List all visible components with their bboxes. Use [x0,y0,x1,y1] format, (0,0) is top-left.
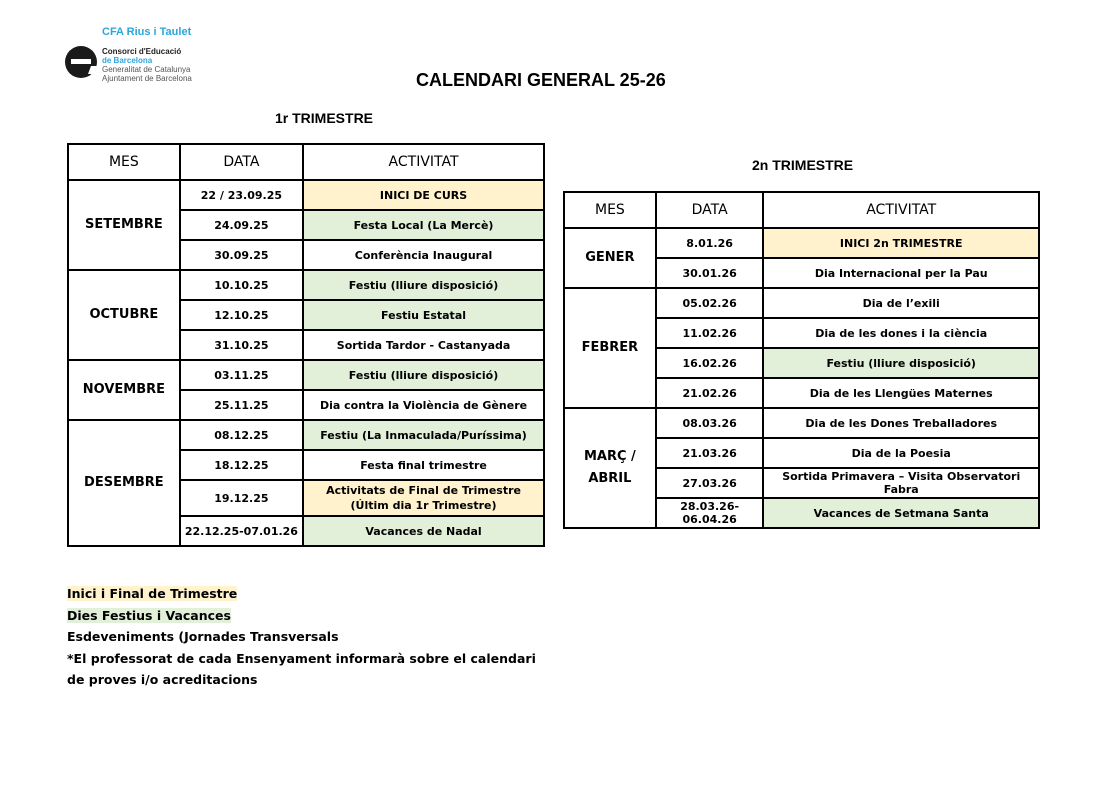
activity-text: Sortida Tardor - Castanyada [336,338,511,352]
month-cell [68,180,180,270]
month-name: SETEMBRE [85,217,163,232]
date-cell: 8.01.26 [656,228,764,258]
legend-events: Esdeveniments (Jornades Transversals [67,629,339,644]
activity-cell [763,348,1039,378]
activity-cell [763,438,1039,468]
activity-text: Conferència Inaugural [354,248,493,262]
date-cell: 21.03.26 [656,438,764,468]
logo-text [102,47,192,83]
month-name: GENER [585,250,635,265]
date-cell: 22.12.25-07.01.26 [180,516,303,546]
activity-cell [303,390,544,420]
logo-line: Ajuntament de Barcelona [102,74,192,83]
activity-text: Dia de les Dones Treballadores [805,416,998,430]
activity-text: Dia de les dones i la ciència [815,326,988,340]
activity-text: Dia de les Llengües Maternes [809,386,993,400]
header-row [564,192,1039,228]
activity-cell [303,450,544,480]
activity-cell [303,210,544,240]
header-row [68,144,544,180]
page-title: CALENDARI GENERAL 25-26 [416,70,666,90]
month-name: DESEMBRE [84,475,164,490]
column-header: MES [68,144,180,180]
month-name: MARÇ / [583,449,636,464]
date-cell: 19.12.25 [180,480,303,516]
table-row [68,180,544,210]
month-cell [68,420,180,546]
logo-line: de Barcelona [102,56,153,65]
trimester-2-title: 2n TRIMESTRE [752,157,854,173]
legend-start-end: Inici i Final de Trimestre [67,586,238,601]
activity-cell [303,360,544,390]
activity-text: Festiu (La Inmaculada/Puríssima) [320,428,527,442]
legend-holidays: Dies Festius i Vacances [67,607,231,623]
activity-text: Dia de l’exili [862,296,940,310]
activity-text: INICI 2n TRIMESTRE [839,236,963,250]
month-cell [564,228,656,288]
month-name: FEBRER [581,340,639,355]
activity-cell [763,258,1039,288]
table-row [68,360,544,390]
activity-cell [303,420,544,450]
legend-note: de proves i/o acreditacions [67,672,258,687]
table-row [564,228,1039,258]
activity-text: Festa Local (La Mercè) [353,218,494,232]
trimester-1-title: 1r TRIMESTRE [275,110,374,126]
date-cell: 30.01.26 [656,258,764,288]
activity-cell [303,330,544,360]
activity-cell [303,300,544,330]
date-cell: 31.10.25 [180,330,303,360]
activity-text: Festa final trimestre [360,458,487,472]
activity-text: INICI DE CURS [379,188,468,202]
date-cell: 30.09.25 [180,240,303,270]
date-cell: 27.03.26 [656,468,764,498]
activity-cell [763,408,1039,438]
logo-school-name: CFA Rius i Taulet [102,26,192,38]
date-cell: 18.12.25 [180,450,303,480]
activity-cell [763,498,1039,528]
date-cell: 08.03.26 [656,408,764,438]
activity-text: Dia Internacional per la Pau [814,266,988,280]
month-cell [564,288,656,408]
activity-cell [303,270,544,300]
date-cell: 11.02.26 [656,318,764,348]
logo [64,24,214,90]
activity-text: Vacances de Nadal [365,524,482,538]
activity-text: Festiu (lliure disposició) [348,278,499,292]
column-header: ACTIVITAT [303,144,544,180]
month-name: NOVEMBRE [82,382,165,397]
activity-text: Vacances de Setmana Santa [813,506,989,520]
column-header: DATA [180,144,303,180]
date-cell: 03.11.25 [180,360,303,390]
date-cell: 16.02.26 [656,348,764,378]
date-cell: 05.02.26 [656,288,764,318]
activity-cell [763,468,1039,498]
table-row [68,270,544,300]
activity-cell [303,516,544,546]
logo-line: Generalitat de Catalunya [102,65,191,74]
month-cell [564,408,656,528]
activity-cell [763,228,1039,258]
table-row [564,408,1039,438]
activity-cell [303,240,544,270]
month-cell [68,270,180,360]
date-cell: 22 / 23.09.25 [180,180,303,210]
legend [67,583,536,691]
date-cell: 28.03.26-06.04.26 [656,498,764,528]
column-header: MES [564,192,656,228]
activity-text: Dia contra la Violència de Gènere [319,398,528,412]
trimester-1-table [67,143,545,547]
activity-cell [763,288,1039,318]
activity-text: (Últim dia 1r Trimestre) [350,499,497,512]
month-name: OCTUBRE [89,307,159,322]
column-header: ACTIVITAT [763,192,1039,228]
logo-line: Consorci d'Educació [102,47,182,56]
date-cell: 08.12.25 [180,420,303,450]
date-cell: 10.10.25 [180,270,303,300]
legend-note: *El professorat de cada Ensenyament informarà sobre el calendari [67,650,536,666]
column-header: DATA [656,192,764,228]
activity-cell [303,480,544,516]
activity-cell [303,180,544,210]
date-cell: 21.02.26 [656,378,764,408]
trimester-2-table [563,191,1040,529]
table-row [68,420,544,450]
activity-text: Dia de la Poesia [851,446,951,460]
activity-text: Festiu (lliure disposició) [826,356,976,370]
activity-cell [763,378,1039,408]
activity-text: Festiu Estatal [381,308,467,322]
date-cell: 25.11.25 [180,390,303,420]
activity-text: Festiu (lliure disposició) [348,368,499,382]
month-cell [68,360,180,420]
date-cell: 12.10.25 [180,300,303,330]
table-row [564,288,1039,318]
activity-cell [763,318,1039,348]
consorci-e-icon [64,44,98,80]
month-name: ABRIL [588,471,632,486]
activity-text: Activitats de Final de Trimestre [326,484,521,497]
date-cell: 24.09.25 [180,210,303,240]
activity-text: Sortida Primavera – Visita Observatori Fabra [782,470,1021,496]
